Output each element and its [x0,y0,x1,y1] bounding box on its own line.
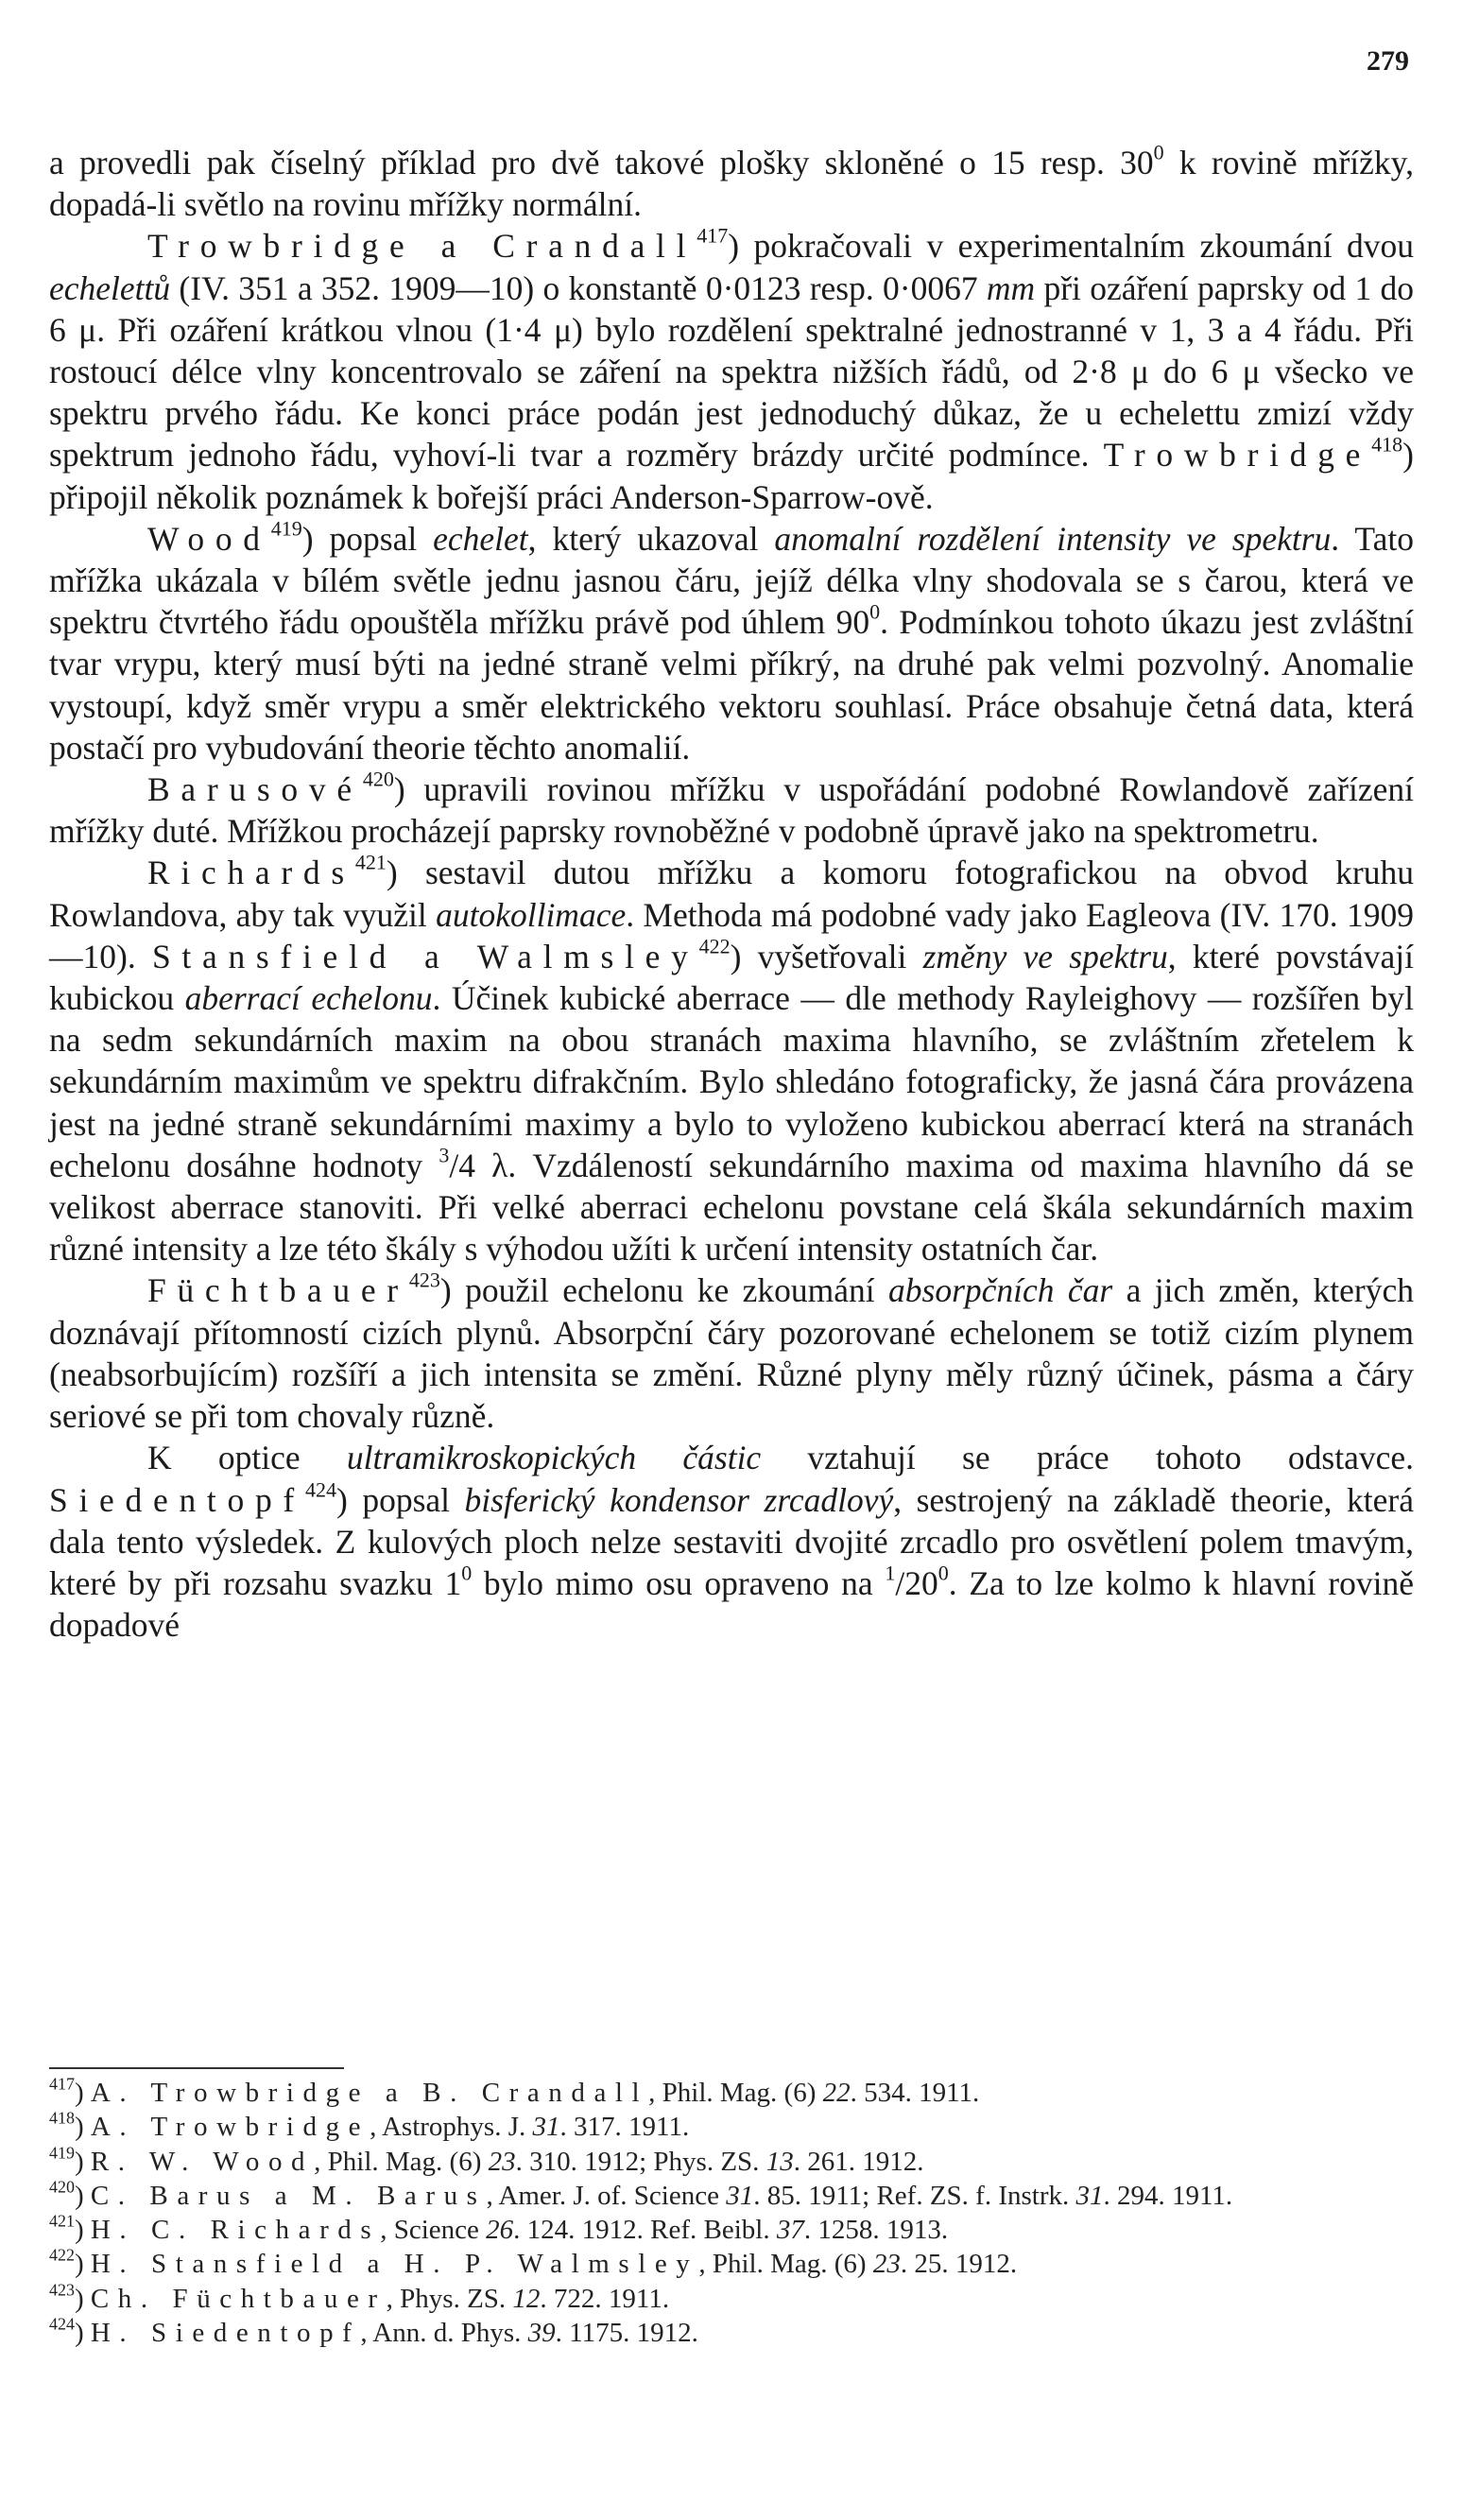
author-name: H. C. Richards [90,2215,381,2246]
text-run: , Phil. Mag. (6) [648,2078,823,2108]
italic-text: 23 [872,2249,901,2280]
superscript: 0 [869,599,881,624]
italic-text: 39 [527,2318,556,2349]
text-run: , Phil. Mag. (6) [314,2146,489,2177]
text-run: K optice [147,1439,347,1477]
italic-text: 22 [822,2078,851,2108]
text-run: ) upravili rovinou mřížku v uspořádání podobné Rowlandově zařízení mřížky duté. Mřížkou procházejí paprsky rovnoběžné v podobně úpravě jako na spektrometru. [49,770,1414,851]
author-name: Siedentopf [49,1480,305,1519]
text-run: . Tato mřížka ukázala v bílém světle jednu jasnou čáru, jejíž délka vlny shodovala se s čarou, která ve spektru čtvrtého řádu opouštěla mřížku právě pod úhlem 90 [49,519,1415,642]
superscript: 0 [461,1561,473,1585]
italic-text: 31 [532,2112,560,2143]
author-name: Wood [147,519,271,558]
footnote-number: 418 [49,2108,75,2128]
text-run: bylo mimo osu opraveno na [472,1563,886,1602]
author-name: Ch. Füchtbauer [90,2283,387,2314]
text-run: a jich změn, kterých doznávají přítomností cizích plynů. Absorpční čáry pozorované echelonem se totiž cizím plynem (neabsorbujícím) rozšíří a jich intensita se změní. Různé plyny měly různý účinek, pásma a čáry seriové se při tom chovaly různě. [49,1271,1414,1436]
author-name: Stansfield a Walmsley [151,937,699,975]
text-run: . Methoda má podobné vady jako Eagleova (IV. 170. 1909—10). [49,895,1414,975]
text-run: . 1258. 1913. [803,2215,949,2246]
footnote-divider [49,2067,344,2069]
text-run: . 310. 1912; Phys. ZS. [515,2146,766,2177]
text-run: . 534. 1911. [850,2078,980,2108]
paragraph [49,518,1414,768]
text-run: . 722. 1911. [540,2283,670,2314]
superscript: 0 [1153,140,1164,164]
text-run: ) popsal [301,519,434,558]
text-run: , Astrophys. J. [370,2112,533,2143]
italic-text: echelet [433,519,528,558]
text-run: ) použil echelonu ke zkoumání [439,1271,888,1310]
paragraph [49,142,1414,225]
paragraph [49,1437,1414,1646]
text-run: . 25. 1912. [900,2249,1018,2280]
italic-text: 23 [488,2146,516,2177]
text-run: ) vyšetřovali [730,937,923,975]
footnote-number: 422 [49,2245,75,2265]
text-run: , Phil. Mag. (6) [698,2249,873,2280]
text-run: ) připojil několik poznámek k bořejší práci Anderson-Sparrow-ově. [49,436,1414,516]
italic-text: anomalní rozdělení intensity ve spektru [774,519,1332,558]
footnote: $^{421}$) H. C. Richards, Science 26. 124. 1912. Ref. Beibl. 37. 1258. 1913. [49,2211,949,2246]
text-run: při ozáření paprsky od 1 do 6 μ. Při ozáření krátkou vlnou (1·4 μ) bylo rozdělení spektralné jednostranné v 1, 3 a 4 řádu. Při rostoucí délce vlny koncentrovalo se záření na spektra nižších řádů, od 2·8 μ do 6 μ všecko ve spektru prvého řádu. Ke konci práce podán jest jednoduchý důkaz, že u echelettu zmizí vždy spektrum jednoho řádu, vyhoví-li tvar a rozměry brázdy určité podmínce. [49,268,1414,475]
page-number: 279 [1367,45,1409,77]
superscript: 0 [937,1561,949,1585]
text-run: . Účinek kubické aberrace — dle methody Rayleighovy — rozšířen byl na sedm sekundárních maxim na obou stranách maxima hlavního, se zvláštním zřetelem k sekundárním maximům ve spektru difrakčním. Bylo shledáno fotograficky, že jasná čára provázena jest na jedné straně sekundárními maximy a bylo to vyloženo kubickou aberrací která na stranách echelonu dosáhne hodnoty [49,979,1414,1184]
italic-text: 26 [486,2215,514,2246]
text-run: , Ann. d. Phys. [360,2318,528,2349]
text-run: . Za to lze kolmo k hlavní rovině dopadové [49,1563,1414,1645]
superscript: 421 [354,851,387,875]
author-name: Trowbridge [1103,436,1372,475]
text-run: . 261. 1912. [793,2146,924,2177]
italic-text: ultramikroskopických částic [346,1439,762,1477]
text-run: , který ukazoval [527,519,775,558]
italic-text: změny ve spektru [922,937,1168,975]
text-run: ) popsal [335,1480,465,1519]
footnote: $^{417}$) A. Trowbridge a B. Crandall, Phil. Mag. (6) 22. 534. 1911. [49,2074,980,2108]
italic-text: echelettů [49,268,171,307]
text-run: /4 λ. Vzdáleností sekundárního maxima od maxima hlavního dá se velikost aberrace stanoviti. Při velké aberraci echelonu povstane celá škála sekundárních maxim různé intensity a lze této škály s výhodou užíti k určení intensity ostatních čar. [49,1146,1414,1269]
footnote-number: 421 [49,2211,75,2231]
text-run: , Amer. J. of. Science [486,2180,727,2211]
author-name: H. Stansfield a H. P. Walmsley [90,2249,699,2280]
footnotes [49,2076,1414,2350]
text-run: /20 [895,1563,938,1602]
text-run: a provedli pak číselný příklad pro dvě takové plošky skloněné o 15 resp. 30 [49,144,1154,181]
author-name: R. W. Wood [90,2146,315,2177]
author-name: A. Trowbridge a B. Crandall [90,2078,649,2108]
text-run: , Phys. ZS. [386,2283,513,2314]
paragraph [49,1269,1414,1437]
paragraph [49,225,1414,517]
italic-text: absorpčních čar [888,1271,1113,1310]
superscript: 417 [697,224,729,248]
footnote: $^{418}$) A. Trowbridge, Astrophys. J. 31. 317. 1911. [49,2108,690,2143]
italic-text: 13 [765,2146,794,2177]
footnote-number: 417 [49,2074,75,2094]
footnote-number: 423 [49,2280,75,2300]
text-run: . 294. 1911. [1103,2180,1233,2211]
text-run: , které povstávají kubickou [49,937,1414,1018]
text-run: . 124. 1912. Ref. Beibl. [513,2215,777,2246]
paragraph [49,852,1414,1269]
superscript: 420 [362,767,394,791]
text-run: vztahují se práce tohoto odstavce. [761,1439,1414,1477]
superscript: 419 [270,516,302,541]
author-name: Barusové [147,770,363,809]
text-run: . 317. 1911. [559,2112,690,2143]
author-name: Füchtbauer [147,1271,409,1310]
footnote-number: 419 [49,2143,75,2163]
superscript: 3 [439,1143,450,1167]
footnote-number: 424 [49,2314,75,2334]
author-name: H. Siedentopf [90,2318,361,2349]
italic-text: 31 [1075,2180,1104,2211]
superscript: 424 [304,1477,336,1502]
italic-text: autokollimace [436,895,627,934]
footnote: $^{419}$) R. W. Wood, Phil. Mag. (6) 23. 310. 1912; Phys. ZS. 13. 261. 1912. [49,2143,924,2177]
text-run: . 85. 1911; Ref. ZS. f. Instrk. [753,2180,1076,2211]
text-run: , sestrojený na základě theorie, která dala tento výsledek. Z kulových ploch nelze sestaviti dvojité zrcadlo pro osvětlení polem tmavým, které by při rozsahu svazku 1 [49,1480,1414,1602]
superscript: 422 [698,934,731,958]
text-run: k rovině mřížky, dopadá-li světlo na rovinu mřížky normální. [49,144,1414,224]
author-name: Richards [147,854,355,892]
text-run: . Podmínkou tohoto úkazu jest zvláštní tvar vrypu, který musí býti na jedné straně velmi příkrý, na druhé pak velmi pozvolný. Anomalie vystoupí, když směr vrypu a směr elektrického vektoru souhlasí. Práce obsahuje četná data, která postačí pro vybudování theorie těchto anomalií. [49,603,1414,767]
author-name: Trowbridge a Crandall [147,227,697,266]
text-run: ) pokračovali v experimentalním zkoumání dvou [728,227,1414,266]
footnote: $^{420}$) C. Barus a M. Barus, Amer. J. of. Science 31. 85. 1911; Ref. ZS. f. Instrk. 31. 294. 1911. [49,2177,1233,2211]
text-run: , Science [380,2215,487,2246]
superscript: 418 [1371,433,1403,457]
italic-text: 12 [512,2283,541,2314]
text-run: ) sestavil dutou mřížku a komoru fotografickou na obvod kruhu Rowlandova, aby tak využil [49,854,1414,934]
italic-text: 31 [726,2180,754,2211]
footnote: $^{423}$) Ch. Füchtbauer, Phys. ZS. 12. 722. 1911. [49,2280,670,2314]
text-run: (IV. 351 a 352. 1909—10) o konstantě 0·0123 resp. 0·0067 [170,268,987,307]
italic-text: bisferický kondensor zrcadlový [464,1480,894,1519]
superscript: 1 [885,1561,896,1585]
text-run: . 1175. 1912. [555,2318,698,2349]
footnote: $^{422}$) H. Stansfield a H. P. Walmsley, Phil. Mag. (6) 23. 25. 1912. [49,2245,1018,2280]
italic-text: 37 [776,2215,804,2246]
superscript: 423 [408,1269,440,1293]
footnote-number: 420 [49,2177,75,2197]
author-name: A. Trowbridge [90,2112,370,2143]
paragraph [49,768,1414,852]
italic-text: aberrací echelonu [184,979,433,1018]
author-name: C. Barus a M. Barus [90,2180,487,2211]
footnote: $^{424}$) H. Siedentopf, Ann. d. Phys. 39. 1175. 1912. [49,2314,698,2349]
body-text [49,142,1414,1646]
italic-text: mm [986,268,1036,307]
